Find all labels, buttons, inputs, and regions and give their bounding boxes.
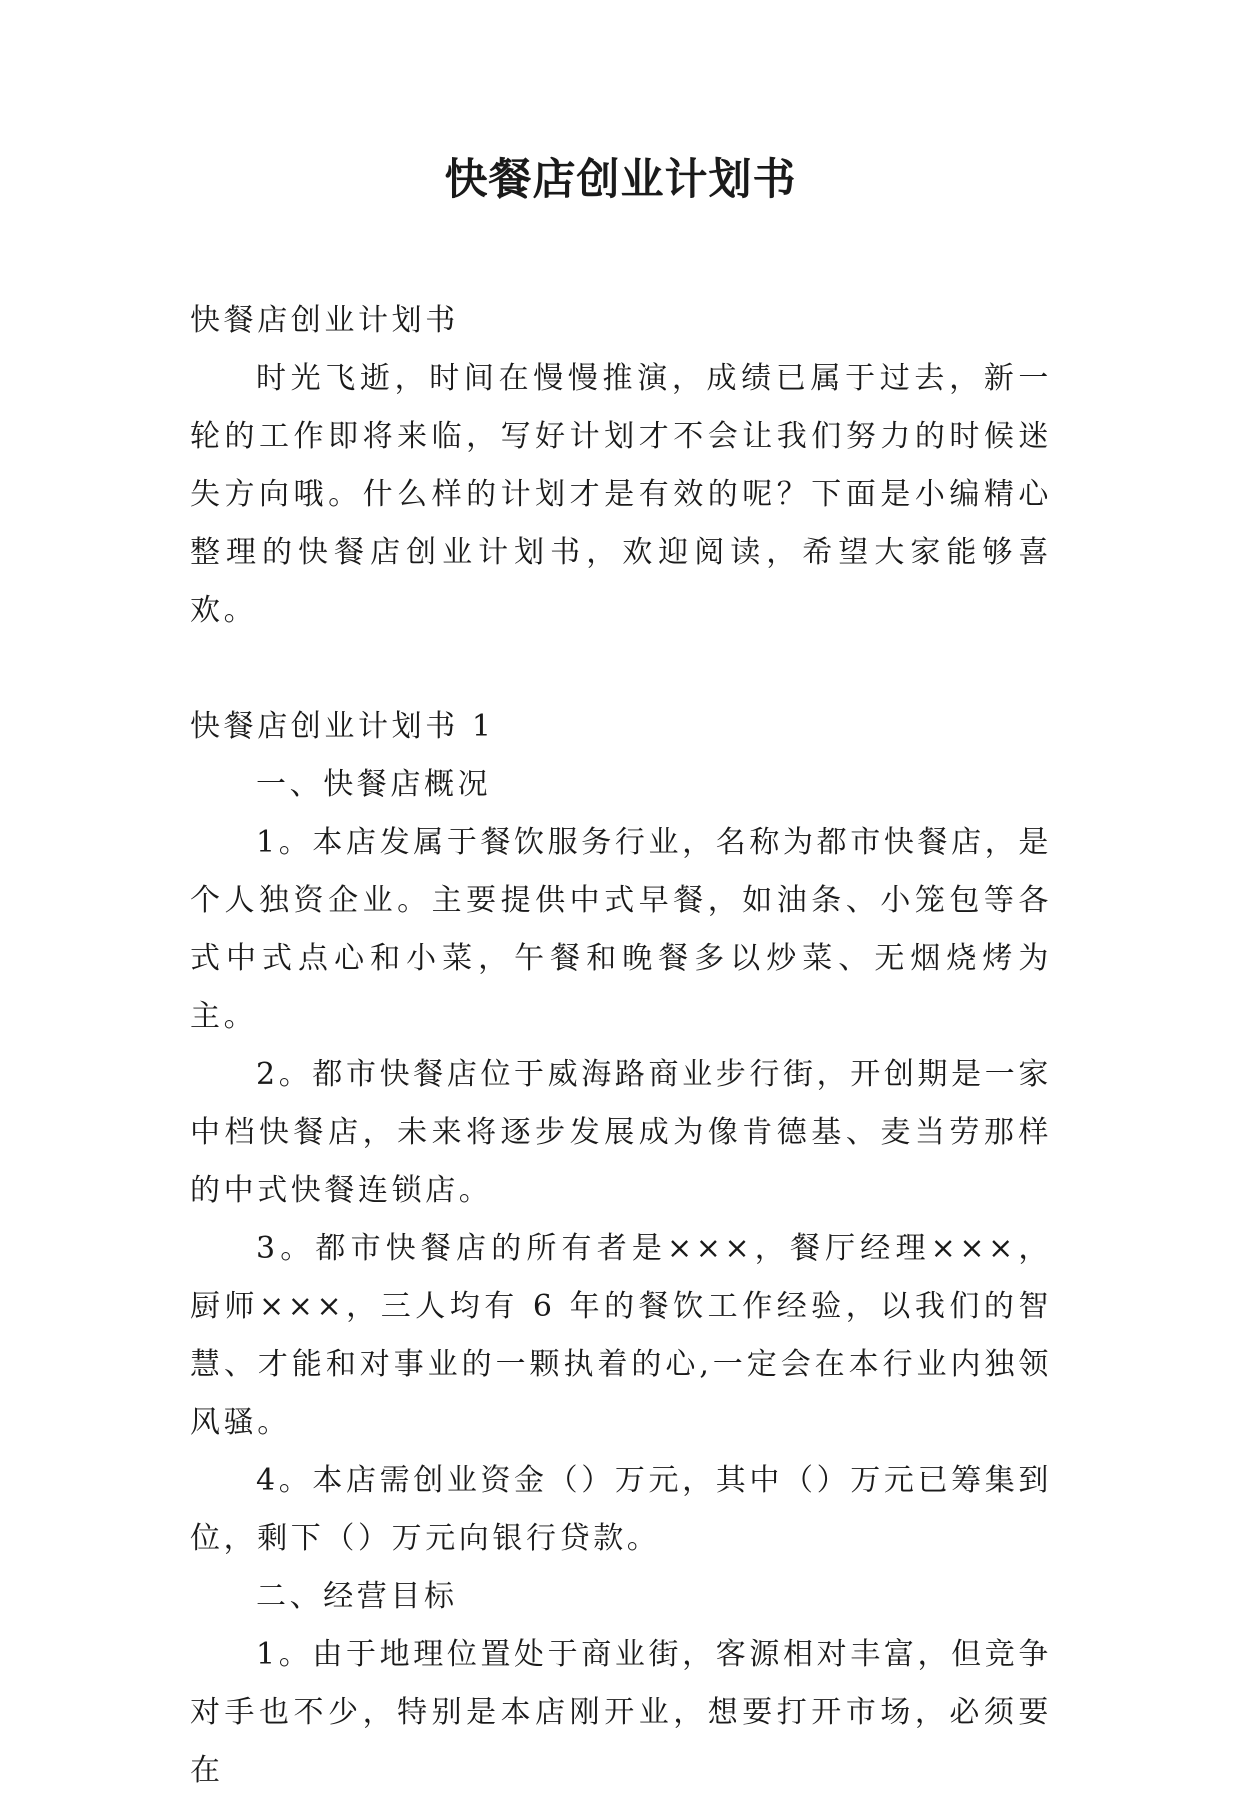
- section-heading: 快餐店创业计划书 1: [190, 709, 495, 744]
- overview-item-3: 3。都市快餐店的所有者是×××，餐厅经理×××，厨师×××，三人均有 6 年的餐饮工作经验，以我们的智慧、才能和对事业的一颗执着的心,一定会在本行业内独领风骚。: [190, 1231, 1052, 1440]
- overview-heading: 一、快餐店概况: [256, 767, 492, 802]
- paragraph-gap: [190, 640, 1052, 698]
- subtitle-paragraph: 快餐店创业计划书: [190, 303, 459, 338]
- document-title: 快餐店创业计划书: [444, 155, 797, 205]
- overview-item-2: 2。都市快餐店位于威海路商业步行街，开创期是一家中档快餐店，未来将逐步发展成为像肯德基、麦当劳那样的中式快餐连锁店。: [190, 1057, 1052, 1208]
- document-body: [190, 292, 1052, 1800]
- goals-item-1: 1。由于地理位置处于商业街，客源相对丰富，但竞争对手也不少，特别是本店刚开业，想要打开市场，必须要在: [190, 1637, 1052, 1788]
- overview-item-4: 4。本店需创业资金（）万元，其中（）万元已筹集到位，剩下（）万元向银行贷款。: [190, 1463, 1052, 1556]
- intro-paragraph: 时光飞逝，时间在慢慢推演，成绩已属于过去，新一轮的工作即将来临，写好计划才不会让我们努力的时候迷失方向哦。什么样的计划才是有效的呢？下面是小编精心整理的快餐店创业计划书，欢迎阅读，希望大家能够喜欢。: [190, 361, 1052, 628]
- overview-item-1: 1。本店发属于餐饮服务行业，名称为都市快餐店，是个人独资企业。主要提供中式早餐，如油条、小笼包等各式中式点心和小菜，午餐和晚餐多以炒菜、无烟烧烤为主。: [190, 825, 1052, 1034]
- goals-heading: 二、经营目标: [256, 1579, 458, 1614]
